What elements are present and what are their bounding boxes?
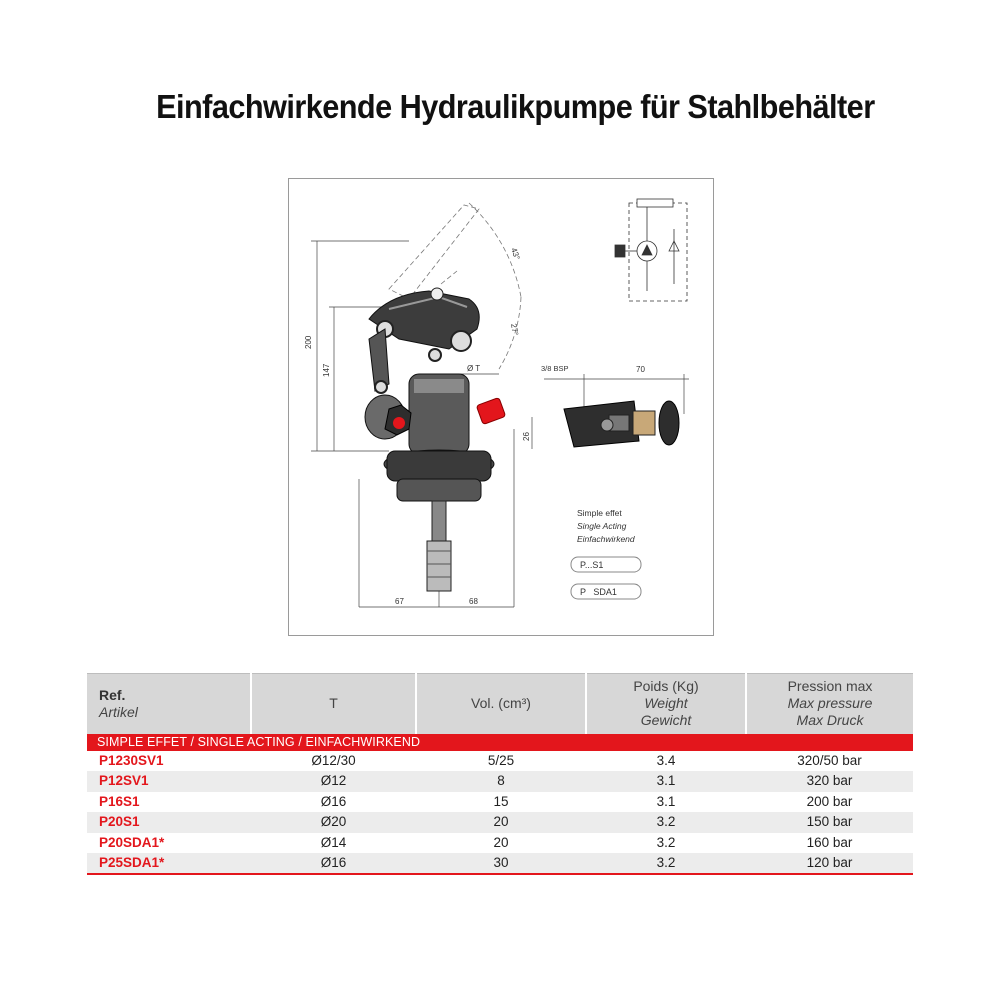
cell-t: Ø14 — [320, 834, 347, 850]
dim-68-label: 68 — [469, 597, 478, 606]
header-t-label: T — [329, 695, 338, 712]
table-row — [87, 771, 913, 792]
cell-vol: 20 — [493, 834, 509, 850]
cell-vol: 15 — [493, 793, 509, 809]
angle-43-label: 43° — [509, 246, 522, 262]
header-poids-label: Poids (Kg) — [633, 678, 699, 695]
table-row — [87, 751, 913, 772]
cell-pression: 320 bar — [746, 771, 913, 792]
cell-t: Ø16 — [320, 793, 347, 809]
cell-ref: P20SDA1* — [99, 834, 165, 850]
cell-ref: P1230SV1 — [99, 752, 164, 768]
technical-drawing — [288, 178, 714, 636]
cell-pression: 320/50 bar — [797, 752, 862, 768]
legend-einfachwirkend: Einfachwirkend — [577, 534, 635, 544]
header-ref — [87, 674, 251, 734]
cell-t: Ø12 — [251, 771, 416, 792]
header-ref-sub: Artikel — [99, 703, 138, 720]
cell-vol: 8 — [416, 771, 586, 792]
spec-table — [87, 673, 913, 875]
header-vol — [416, 674, 586, 734]
phi-t-label: Ø T — [467, 364, 481, 373]
legend-simple-effet: Simple effet — [577, 508, 622, 518]
header-vol-label: Vol. (cm³) — [471, 695, 531, 712]
cell-poids: 3.4 — [656, 752, 676, 768]
cell-ref: P25SDA1* — [87, 853, 251, 874]
bsp-label: 3/8 BSP — [541, 364, 569, 373]
cell-ref: P12SV1 — [87, 771, 251, 792]
side-view — [532, 374, 689, 449]
cell-pression: 160 bar — [806, 834, 853, 850]
cell-poids: 3.2 — [586, 812, 746, 833]
cell-pression: 150 bar — [746, 812, 913, 833]
header-t — [251, 674, 416, 734]
angle-27-label: 27° — [509, 322, 520, 337]
cell-poids: 3.1 — [656, 793, 676, 809]
table-header-row — [87, 674, 913, 734]
cell-pression: 200 bar — [806, 793, 853, 809]
header-ref-label: Ref. — [99, 686, 126, 703]
header-poids-sub1: Weight — [644, 695, 688, 712]
cell-ref: P16S1 — [99, 793, 140, 809]
section-row — [87, 734, 913, 751]
cell-t: Ø20 — [251, 812, 416, 833]
cell-t: Ø16 — [251, 853, 416, 874]
cell-vol: 5/25 — [487, 752, 515, 768]
table-row — [87, 812, 913, 833]
section-label: SIMPLE EFFET / SINGLE ACTING / EINFACHWIRKEND — [87, 734, 913, 751]
table-row — [87, 853, 913, 874]
header-pression-sub2: Max Druck — [796, 712, 864, 729]
pump-body — [365, 288, 506, 591]
cell-poids: 3.1 — [586, 771, 746, 792]
cell-pression: 120 bar — [746, 853, 913, 874]
table-row — [87, 792, 913, 813]
model-s1-label: P...S1 — [580, 560, 604, 570]
header-poids — [586, 674, 746, 734]
dim-147-label: 147 — [322, 363, 331, 377]
table-row — [87, 833, 913, 854]
dim-26-label: 26 — [522, 432, 531, 441]
cell-poids: 3.2 — [656, 834, 676, 850]
cell-poids: 3.2 — [586, 853, 746, 874]
dim-67-label: 67 — [395, 597, 404, 606]
model-sda1-label: P SDA1 — [580, 587, 617, 597]
header-pression-sub1: Max pressure — [787, 695, 873, 712]
header-pression-label: Pression max — [787, 678, 873, 695]
page-title: Einfachwirkende Hydraulikpumpe für Stahlbehälter — [156, 88, 875, 125]
cell-vol: 20 — [416, 812, 586, 833]
cell-t: Ø12/30 — [311, 752, 356, 768]
pump-drawing-svg — [289, 179, 715, 637]
cell-ref: P20S1 — [87, 812, 251, 833]
header-pression — [746, 674, 913, 734]
legend-single-acting: Single Acting — [577, 521, 627, 531]
dim-70-label: 70 — [636, 365, 645, 374]
cell-vol: 30 — [416, 853, 586, 874]
dim-200-label: 200 — [304, 335, 313, 349]
header-poids-sub2: Gewicht — [640, 712, 692, 729]
hydraulic-schematic — [615, 199, 687, 301]
